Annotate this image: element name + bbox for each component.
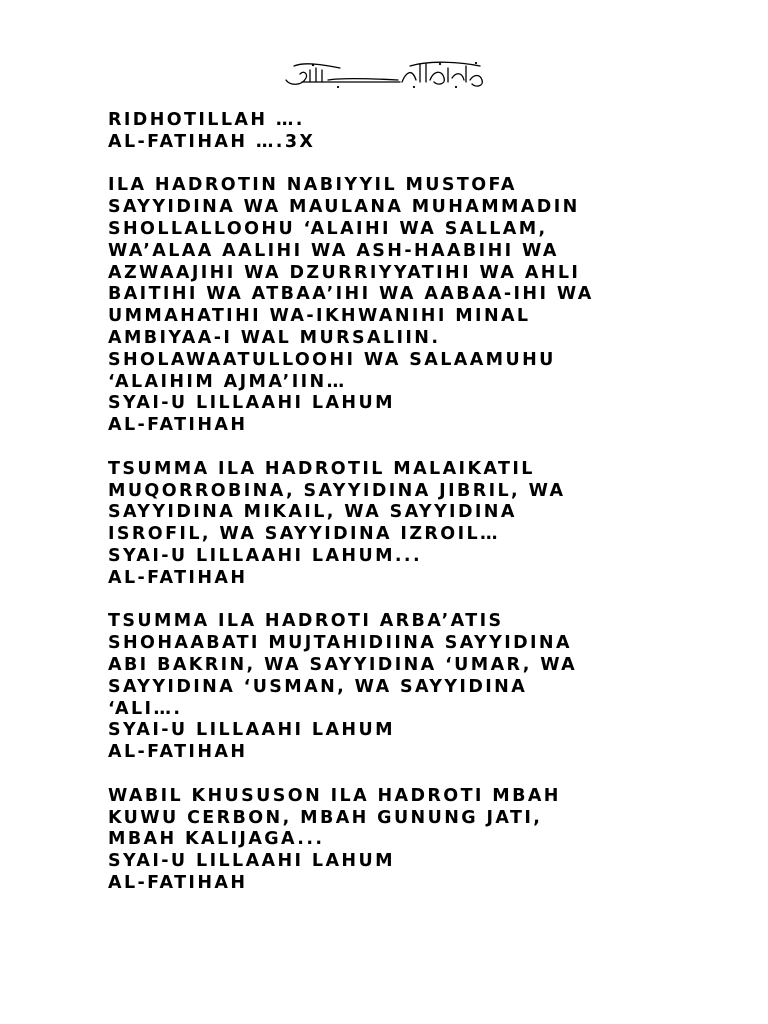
section-1-line: SAYYIDINA WA MAULANA MUHAMMADIN bbox=[108, 197, 580, 218]
section-3-line: ABI BAKRIN, WA SAYYIDINA ‘UMAR, WA bbox=[108, 654, 578, 675]
prayer-text bbox=[108, 110, 728, 895]
section-4-line: WABIL KHUSUSON ILA HADROTI MBAH bbox=[108, 785, 561, 806]
section-1-line: ‘ALAIHIM AJMA’IIN… bbox=[108, 371, 347, 392]
section-sahabat bbox=[108, 611, 728, 764]
paragraph-gap bbox=[108, 154, 728, 176]
section-3-line: SAYYIDINA ‘USMAN, WA SAYYIDINA bbox=[108, 676, 528, 697]
section-nabi bbox=[108, 175, 728, 437]
section-2-line: SAYYIDINA MIKAIL, WA SAYYIDINA bbox=[108, 502, 517, 523]
section-2-line: SYAI-U LILLAAHI LAHUM... bbox=[108, 545, 423, 566]
section-1-line: SYAI-U LILLAAHI LAHUM bbox=[108, 393, 395, 414]
section-3-line: ‘ALI…. bbox=[108, 698, 183, 719]
section-1-line: BAITIHI WA ATBAA’IHI WA AABAA-IHI WA bbox=[108, 284, 594, 305]
paragraph-gap bbox=[108, 590, 728, 612]
section-2-line: TSUMMA ILA HADROTIL MALAIKATIL bbox=[108, 458, 535, 479]
section-4-line: SYAI-U LILLAAHI LAHUM bbox=[108, 851, 395, 872]
section-1-line: AL-FATIHAH bbox=[108, 415, 248, 436]
section-4-line: AL-FATIHAH bbox=[108, 872, 248, 893]
section-1-line: AZWAAJIHI WA DZURRIYYATIHI WA AHLI bbox=[108, 262, 581, 283]
section-malaikat bbox=[108, 459, 728, 590]
section-2-line: MUQORROBINA, SAYYIDINA JIBRIL, WA bbox=[108, 480, 566, 501]
section-3-line: SHOHAABATI MUJTAHIDIINA SAYYIDINA bbox=[108, 633, 572, 654]
section-3-line: TSUMMA ILA HADROTI ARBA’ATIS bbox=[108, 611, 504, 632]
basmalah-calligraphy-icon bbox=[280, 58, 490, 92]
section-2-line: ISROFIL, WA SAYYIDINA IZROIL… bbox=[108, 524, 500, 545]
intro-line-1: RIDHOTILLAH …. bbox=[108, 110, 305, 130]
section-3-line: AL-FATIHAH bbox=[108, 742, 248, 763]
paragraph-gap bbox=[108, 764, 728, 786]
section-3-line: SYAI-U LILLAAHI LAHUM bbox=[108, 720, 395, 741]
section-4-line: KUWU CERBON, MBAH GUNUNG JATI, bbox=[108, 807, 543, 828]
section-1-line: AMBIYAA-I WAL MURSALIIN. bbox=[108, 327, 441, 348]
section-1-line: SHOLLALLOOHU ‘ALAIHI WA SALLAM, bbox=[108, 218, 548, 239]
section-1-line: WA’ALAA AALIHI WA ASH-HAABIHI WA bbox=[108, 240, 559, 261]
section-2-line: AL-FATIHAH bbox=[108, 567, 248, 588]
section-1-line: UMMAHATIHI WA-IKHWANIHI MINAL bbox=[108, 306, 531, 327]
section-1-line: ILA HADROTIN NABIYYIL MUSTOFA bbox=[108, 175, 517, 196]
intro-line-2: AL-FATIHAH ….3X bbox=[108, 131, 316, 152]
basmalah-calligraphy bbox=[280, 58, 490, 92]
paragraph-gap bbox=[108, 437, 728, 459]
section-khusus bbox=[108, 786, 728, 895]
section-4-line: MBAH KALIJAGA... bbox=[108, 829, 325, 850]
section-1-line: SHOLAWAATULLOOHI WA SALAAMUHU bbox=[108, 349, 556, 370]
